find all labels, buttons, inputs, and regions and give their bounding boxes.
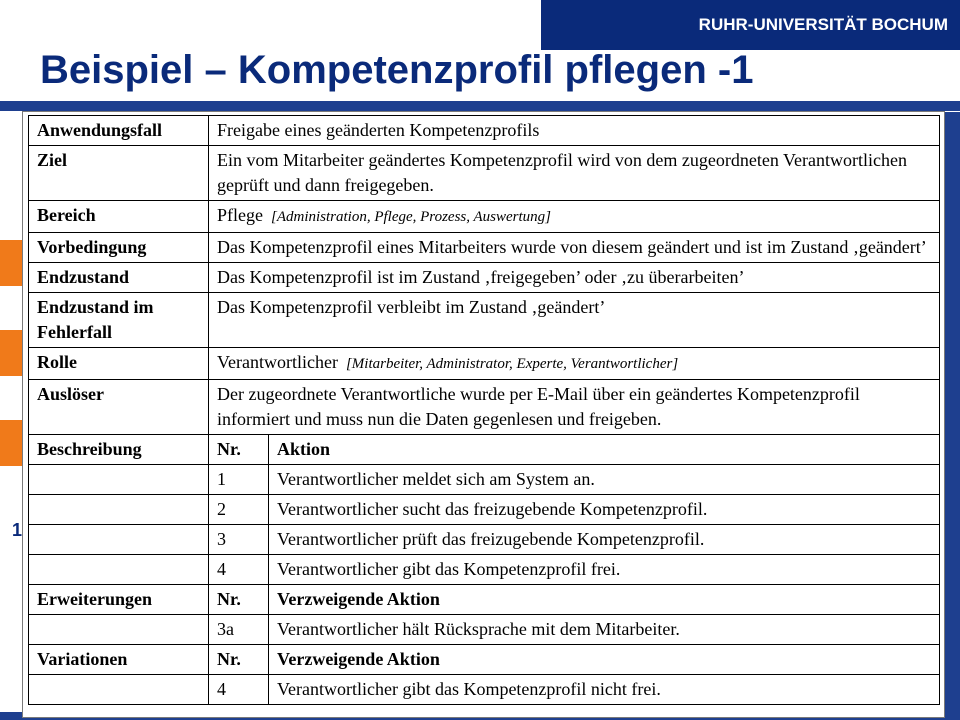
slide-title: Beispiel – Kompetenzprofil pflegen -1: [40, 48, 754, 92]
table-row: [29, 495, 940, 525]
row-label: Rolle: [29, 348, 209, 380]
step-action: Verantwortlicher gibt das Kompetenzprofil frei.: [269, 555, 940, 585]
column-header-nr: Nr.: [209, 585, 269, 615]
row-label: Vorbedingung: [29, 233, 209, 263]
row-value: Der zugeordnete Verantwortliche wurde per E-Mail über ein geändertes Kompetenzprofil informiert und muss nun die Daten gegenlesen und freigeben.: [209, 380, 940, 435]
table-row: [29, 116, 940, 146]
right-border-strip: [945, 112, 960, 712]
bereich-options: [Administration, Pflege, Prozess, Auswertung]: [270, 209, 551, 225]
row-label: Bereich: [29, 201, 209, 233]
column-header-nr: Nr.: [209, 435, 269, 465]
row-label: Beschreibung: [29, 435, 209, 465]
table-row: [29, 263, 940, 293]
table-row: [29, 293, 940, 348]
step-nr: 3: [209, 525, 269, 555]
step-action: Verantwortlicher sucht das freizugebende Kompetenzprofil.: [269, 495, 940, 525]
column-header-nr: Nr.: [209, 645, 269, 675]
slide-number: 1: [12, 520, 23, 540]
row-label: Ziel: [29, 146, 209, 201]
table-row: [29, 465, 940, 495]
row-value: Das Kompetenzprofil ist im Zustand ‚freigegeben’ oder ‚zu überarbeiten’: [209, 263, 940, 293]
step-action: Verantwortlicher prüft das freizugebende Kompetenzprofil.: [269, 525, 940, 555]
empty-cell: [29, 465, 209, 495]
row-label: Endzustand: [29, 263, 209, 293]
table-row: [29, 201, 940, 233]
title-divider: [0, 101, 960, 111]
step-nr: 4: [209, 555, 269, 585]
table-row: [29, 435, 940, 465]
row-label: Endzustand im Fehlerfall: [29, 293, 209, 348]
use-case-table: [28, 115, 940, 705]
row-value: Das Kompetenzprofil eines Mitarbeiters wurde von diesem geändert und ist im Zustand ‚geändert’: [209, 233, 940, 263]
row-value: [209, 201, 940, 233]
empty-cell: [29, 675, 209, 705]
row-value: Freigabe eines geänderten Kompetenzprofils: [209, 116, 940, 146]
table-row: [29, 645, 940, 675]
empty-cell: [29, 525, 209, 555]
step-nr: 4: [209, 675, 269, 705]
column-header-action: Verzweigende Aktion: [269, 645, 940, 675]
row-value: [209, 348, 940, 380]
side-tab-marker: [0, 420, 22, 466]
table-row: [29, 555, 940, 585]
empty-cell: [29, 495, 209, 525]
empty-cell: [29, 615, 209, 645]
step-nr: 1: [209, 465, 269, 495]
empty-cell: [29, 555, 209, 585]
step-action: Verantwortlicher gibt das Kompetenzprofil nicht frei.: [269, 675, 940, 705]
column-header-action: Verzweigende Aktion: [269, 585, 940, 615]
table-row: [29, 675, 940, 705]
table-row: [29, 525, 940, 555]
rolle-value: Verantwortlicher: [217, 352, 338, 372]
row-label: Erweiterungen: [29, 585, 209, 615]
university-name: RUHR-UNIVERSITÄT BOCHUM: [698, 15, 948, 34]
bereich-value: Pflege: [217, 205, 263, 225]
side-tab-marker: [0, 330, 22, 376]
table-row: [29, 585, 940, 615]
row-label: Anwendungsfall: [29, 116, 209, 146]
step-action: Verantwortlicher hält Rücksprache mit dem Mitarbeiter.: [269, 615, 940, 645]
column-header-action: Aktion: [269, 435, 940, 465]
side-tab-marker: [0, 240, 22, 286]
table-row: [29, 348, 940, 380]
table-row: [29, 146, 940, 201]
step-action: Verantwortlicher meldet sich am System an.: [269, 465, 940, 495]
row-value: Das Kompetenzprofil verbleibt im Zustand ‚geändert’: [209, 293, 940, 348]
table-row: [29, 615, 940, 645]
row-value: Ein vom Mitarbeiter geändertes Kompetenzprofil wird von dem zugeordneten Verantwortlichen geprüft und dann freigegeben.: [209, 146, 940, 201]
table-row: [29, 233, 940, 263]
university-brand-bar: [541, 0, 960, 50]
step-nr: 2: [209, 495, 269, 525]
row-label: Auslöser: [29, 380, 209, 435]
row-label: Variationen: [29, 645, 209, 675]
rolle-options: [Mitarbeiter, Administrator, Experte, Verantwortlicher]: [345, 356, 679, 372]
table-row: [29, 380, 940, 435]
step-nr: 3a: [209, 615, 269, 645]
